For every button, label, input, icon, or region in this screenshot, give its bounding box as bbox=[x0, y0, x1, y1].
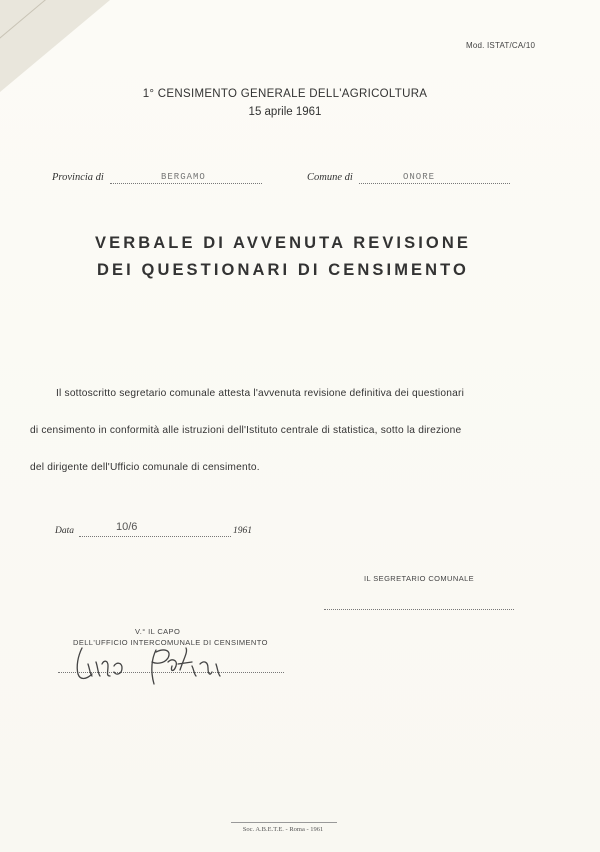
date-dotted-line bbox=[79, 536, 231, 537]
printer-credit: Soc. A.B.E.T.E. - Roma - 1961 bbox=[242, 826, 324, 833]
date-year: 1961 bbox=[233, 526, 252, 536]
comune-dotted-line bbox=[359, 183, 510, 184]
approval-line-2: DELL'UFFICIO INTERCOMUNALE DI CENSIMENTO bbox=[73, 638, 268, 647]
province-value: BERGAMO bbox=[161, 172, 206, 182]
province-label: Provincia di bbox=[52, 172, 104, 183]
document-title-line1: VERBALE DI AVVENUTA REVISIONE bbox=[95, 234, 471, 252]
secretary-signature-line bbox=[324, 609, 514, 610]
body-line-3: del dirigente dell'Ufficio comunale di censimento. bbox=[30, 462, 260, 473]
census-title: 1° CENSIMENTO GENERALE DELL'AGRICOLTURA bbox=[142, 88, 428, 100]
comune-value: ONORE bbox=[403, 172, 436, 182]
date-value: 10/6 bbox=[116, 521, 138, 533]
comune-label: Comune di bbox=[307, 172, 353, 183]
body-line-2: di censimento in conformità alle istruzioni dell'Istituto centrale di statistica, sotto la direzione bbox=[30, 425, 462, 436]
footer-rule bbox=[231, 822, 337, 823]
body-line-1: Il sottoscritto segretario comunale attesta l'avvenuta revisione definitiva dei questionari bbox=[56, 388, 465, 399]
form-code: Mod. ISTAT/CA/10 bbox=[466, 41, 536, 50]
approval-line-1: V.° IL CAPO bbox=[135, 627, 181, 636]
folded-corner bbox=[0, 0, 110, 92]
province-dotted-line bbox=[110, 183, 262, 184]
census-date: 15 aprile 1961 bbox=[248, 106, 322, 118]
document-title-line2: DEI QUESTIONARI DI CENSIMENTO bbox=[97, 261, 469, 279]
date-label: Data bbox=[55, 526, 74, 536]
handwritten-signature bbox=[60, 640, 250, 688]
secretary-label: IL SEGRETARIO COMUNALE bbox=[364, 574, 475, 583]
